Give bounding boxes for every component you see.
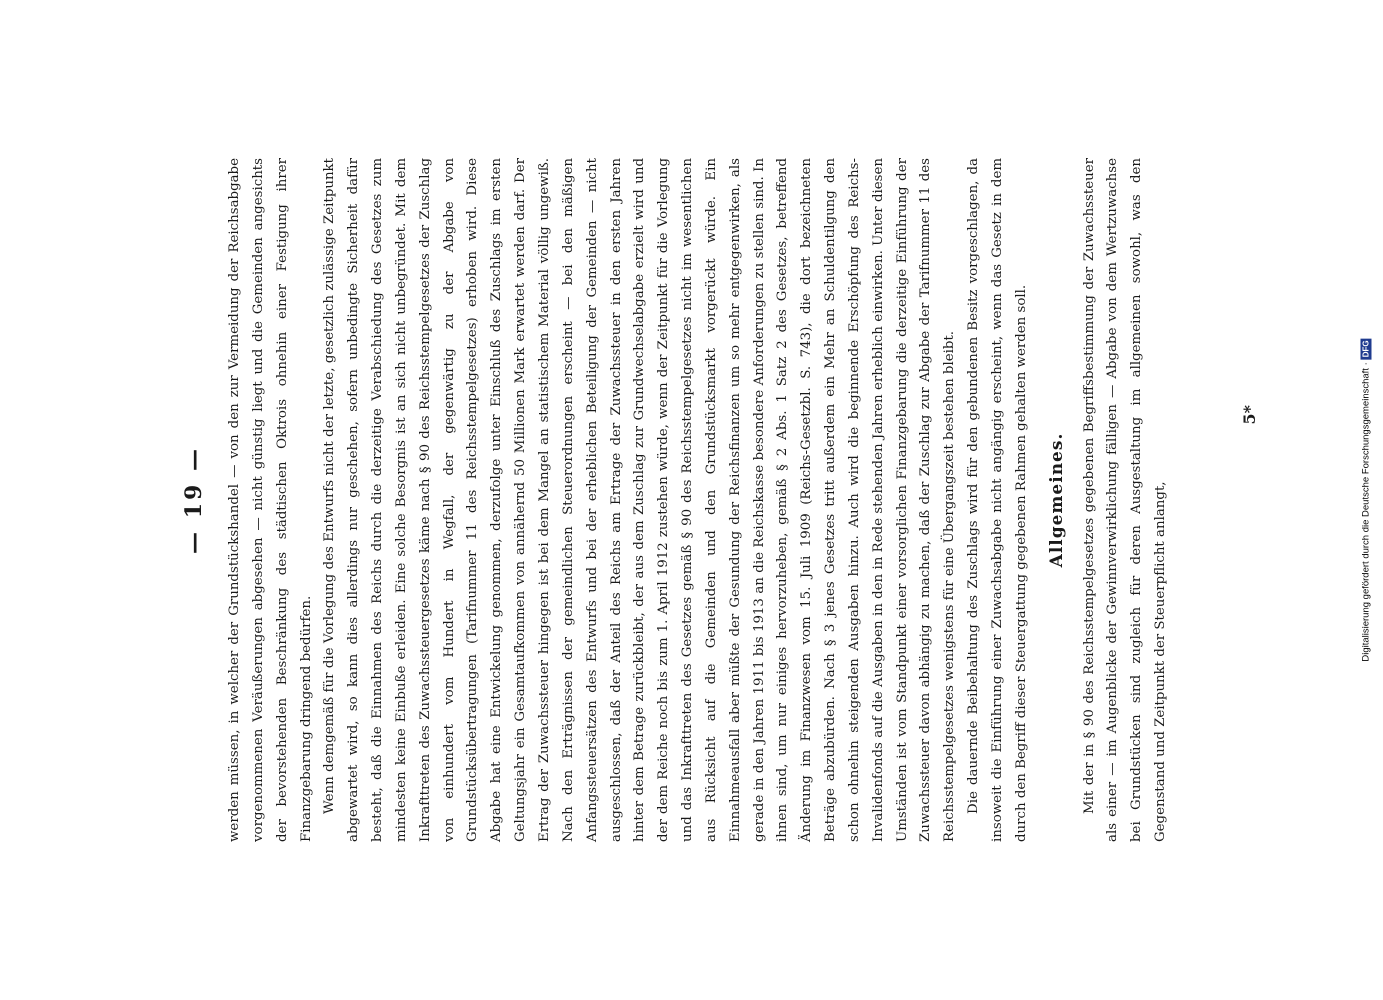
paragraph: werden müssen, in welcher der Grundstückshandel — von den zur Vermeidung der Reichsabgabe vorgenommenen Veräußerungen abgesehen — nicht günstig liegt und die Gemeinden angesichts der bevorstehenden Beschränkung des städtischen Oktrois ohnehin einer Festigung ihrer Finanzgebarung dringend bedürfen. — [227, 158, 314, 842]
paragraph: Wenn demgemäß für die Vorlegung des Entwurfs nicht der letzte, gesetzlich zulässige Zeitpunkt abgewartet wird, so kann dies allerdings nur geschehen, sofern unbedingte Sicherheit dafür besteht, daß die Einnahmen des Reichs durch die derzeitige Verabschiedung des Gesetzes zum mindesten keine Einbuße erleiden. Eine solche Besorgnis ist an sich nicht unbegründet. Mit dem Inkrafttreten des Zuwachssteuergesetzes käme nach § 90 des Reichsstempelgesetzes der Zuschlag von einhundert vom Hundert in Wegfall, der gegenwärtig zu der Abgabe von Grundstücksübertragungen (Tarifnummer 11 des Reichsstempelgesetzes) erhoben wird. Diese Abgabe hat eine Entwickelung genommen, derzufolge unter Einschluß des Zuschlags im ersten Geltungsjahr ein Gesamtaufkommen von annähernd 50 Millionen Mark erwartet werden darf. Der Ertrag der Zuwachssteuer hingegen ist bei dem Mangel an statistischem Material völlig ungewiß. Nach den Erträgnissen der gemeindlichen Steuerordnungen erscheint — bei den mäßigen Anfangssteuersätzen des Entwurfs und bei der erheblichen Beteiligung der Gemeinden — nicht ausgeschlossen, daß der Anteil des Reichs am Ertrage der Zuwachssteuer in den ersten Jahren hinter dem Betrage zurückbleibt, der aus dem Zuschlag zur Grundwechselabgabe erzielt wird und der dem Reiche noch bis zum 1. April 1912 zustehen würde, wenn der Zeitpunkt für die Vorlegung und das Inkrafttreten des Gesetzes gemäß § 90 des Reichsstempelgesetzes nicht im wesentlichen aus Rücksicht auf die Gemeinden und den Grundstücksmarkt vorgerückt würde. Ein Einnahmeausfall aber müßte der Gesundung der Reichsfinanzen um so mehr entgegenwirken, als gerade in den Jahren 1911 bis 1913 an die Reichskasse besondere Anforderungen zu stellen sind. In ihnen sind, um nur einiges hervorzuheben, gemäß § 2 Abs. 1 Satz 2 des Gesetzes, betreffend Änderung im Finanzwesen vom 15. Juli 1909 (Reichs-Gesetzbl. S. 743), die dort bezeichneten Beträge abzubürden. Nach § 3 jenes Gesetzes tritt außerdem ein Mehr an Schuldentilgung den schon ohnehin steigenden Ausgaben hinzu. Auch wird die beginnende Erschöpfung des Reichs-Invalidenfonds auf die Ausgaben in den in Rede stehenden Jahren erheblich einwirken. Unter diesen Umständen ist vom Standpunkt einer vorsorglichen Finanzgebarung die derzeitige Einführung der Zuwachssteuer davon abhängig zu machen, daß der Zuschlag zur Abgabe der Tarifnummer 11 des Reichsstempelgesetzes wenigstens für eine Übergangszeit bestehen bleibt. — [322, 158, 958, 842]
signature-mark: 5* — [1240, 405, 1259, 425]
dfg-credit — [1361, 338, 1372, 661]
paragraph: Mit der in § 90 des Reichsstempelgesetzes gegebenen Begriffsbestimmung der Zuwachssteuer als einer — im Augenblicke der Gewinnverwirklichung fälligen — Abgabe von dem Wertzuwachse bei Grundstücken sind zugleich für deren Ausgestaltung im allgemeinen sowohl, was den Gegenstand und Zeitpunkt der Steuerpflicht anlangt, — [1081, 158, 1169, 842]
credit-text: Digitalisierung gefördert durch die Deutsche Forschungsgemeinschaft · — [1360, 362, 1372, 662]
body-text — [223, 158, 1173, 842]
dfg-logo: DFG — [1361, 340, 1371, 358]
document-page — [181, 150, 1259, 850]
page-number: — 19 — — [181, 446, 207, 554]
paragraph: Die dauernde Beibehaltung des Zuschlags wird für den gebundenen Besitz vorgeschlagen, da insoweit die Einführung einer Zuwachsabgabe nicht angängig erscheint, wenn das Gesetz in dem durch den Begriff dieser Steuergattung gegebenen Rahmen gehalten werden soll. — [966, 158, 1029, 842]
section-heading: Allgemeines. — [1046, 432, 1067, 568]
